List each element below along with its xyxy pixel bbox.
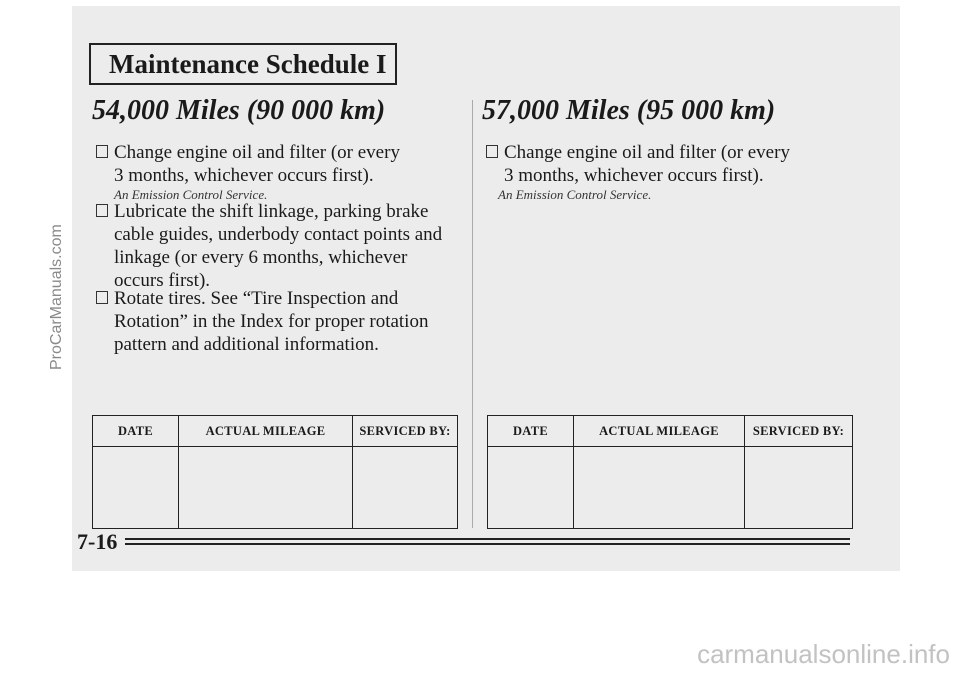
item-line: Change engine oil and filter (or every xyxy=(504,142,790,163)
right-emission-note: An Emission Control Service. xyxy=(498,187,652,202)
page-title: Maintenance Schedule I xyxy=(89,43,397,85)
footer-rule-top xyxy=(125,538,850,540)
item-line: cable guides, underbody contact points and xyxy=(114,224,443,245)
actual-mileage-header: ACTUAL MILEAGE xyxy=(179,416,353,447)
serviced-by-header: SERVICED BY: xyxy=(353,416,458,447)
mileage-entry-cell[interactable] xyxy=(574,447,745,529)
footer-rule-bottom xyxy=(125,543,850,545)
date-header: DATE xyxy=(488,416,574,447)
right-checklist-item-1 xyxy=(486,141,866,187)
date-entry-cell[interactable] xyxy=(93,447,179,529)
actual-mileage-header: ACTUAL MILEAGE xyxy=(574,416,745,447)
right-interval-heading: 57,000 Miles (95 000 km) xyxy=(482,95,776,126)
item-line: 3 months, whichever occurs first). xyxy=(504,165,764,186)
left-checklist-item-2 xyxy=(96,200,466,292)
item-line: Rotation” in the Index for proper rotation xyxy=(114,311,429,332)
item-line: linkage (or every 6 months, whichever xyxy=(114,247,408,268)
item-line: Change engine oil and filter (or every xyxy=(114,142,400,163)
page-number: 7-16 xyxy=(77,529,118,554)
item-line: 3 months, whichever occurs first). xyxy=(114,165,374,186)
serviced-by-header: SERVICED BY: xyxy=(745,416,853,447)
checkbox-icon xyxy=(96,291,108,304)
left-checklist-item-1 xyxy=(96,141,466,187)
date-entry-cell[interactable] xyxy=(488,447,574,529)
left-emission-note: An Emission Control Service. xyxy=(114,187,268,202)
item-line: Rotate tires. See “Tire Inspection and xyxy=(114,288,399,309)
date-header: DATE xyxy=(93,416,179,447)
checkbox-icon xyxy=(486,145,498,158)
right-service-log-table xyxy=(487,415,853,529)
column-divider xyxy=(472,100,473,528)
checkbox-icon xyxy=(96,145,108,158)
left-checklist-item-3 xyxy=(96,287,466,356)
item-line: Lubricate the shift linkage, parking brake xyxy=(114,201,429,222)
mileage-entry-cell[interactable] xyxy=(179,447,353,529)
left-service-log-table xyxy=(92,415,458,529)
item-line: pattern and additional information. xyxy=(114,334,379,355)
side-watermark: ProCarManuals.com xyxy=(48,224,65,370)
checkbox-icon xyxy=(96,204,108,217)
serviced-by-entry-cell[interactable] xyxy=(353,447,458,529)
item-line: occurs first). xyxy=(114,270,211,291)
serviced-by-entry-cell[interactable] xyxy=(745,447,853,529)
bottom-watermark: carmanualsonline.info xyxy=(697,639,950,669)
left-interval-heading: 54,000 Miles (90 000 km) xyxy=(92,95,386,126)
